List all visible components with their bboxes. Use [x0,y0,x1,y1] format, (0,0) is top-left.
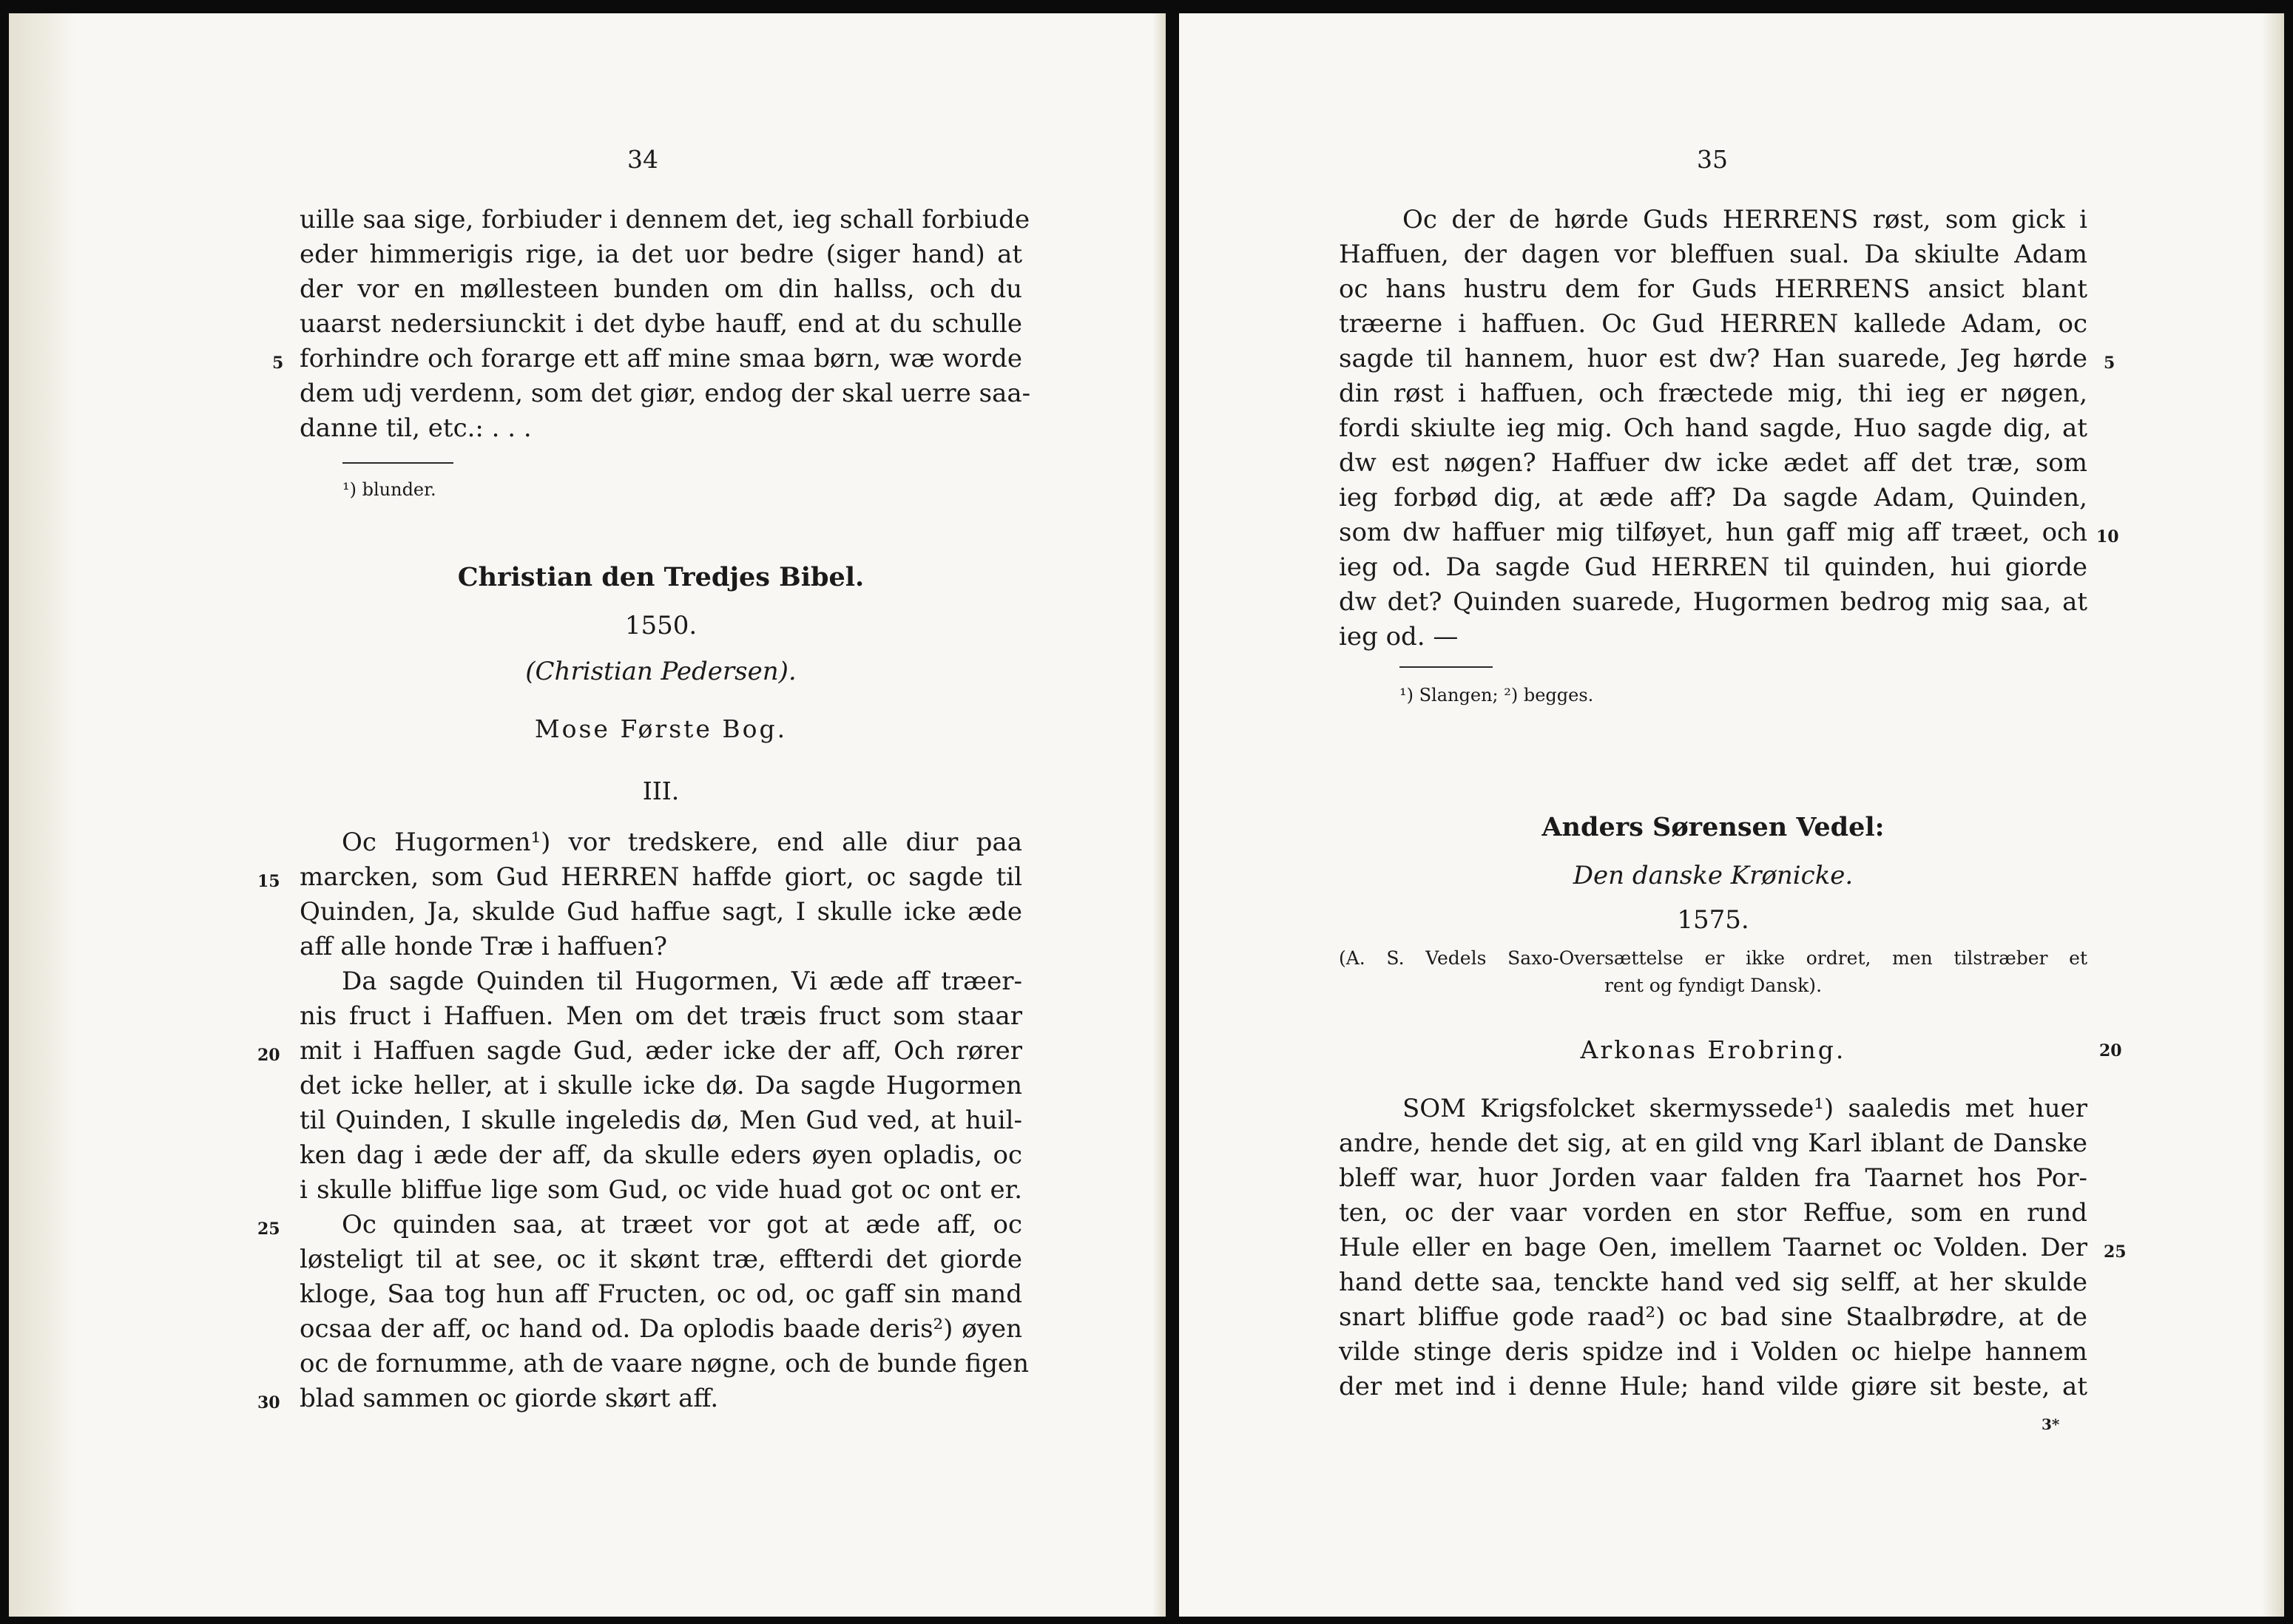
text-line: kloge, Saa tog hun aff Fructen, oc od, oc gaff sin mand [300,1279,1022,1309]
text-line: hand dette saa, tenckte hand ved sig selff, at her skulde [1339,1268,2087,1297]
text-line: dw det? Quinden suarede, Hugormen bedrog mig saa, at [1339,587,2087,617]
text-line: aff alle honde Træ i haffuen? [300,932,667,961]
text-line: det icke heller, at i skulle icke dø. Da sagde Hugormen [300,1071,1022,1100]
text-line: bleff war, huor Jorden vaar falden fra Taarnet hos Por- [1339,1163,2087,1193]
book-gutter [9,13,75,1617]
text-line: oc de fornumme, ath de vaare nøgne, och de bunde figen [300,1349,1029,1378]
text-line: Da sagde Quinden til Hugormen, Vi æde aff træer- [342,967,1022,996]
text-line: som dw haffuer mig tilføyet, hun gaff mig aff træet, och [1339,518,2087,547]
text-line: danne til, etc.: . . . [300,413,532,443]
line-number: 5 [2104,353,2115,373]
text-line: træerne i haffuen. Oc Gud HERREN kallede Adam, oc [1339,309,2087,339]
line-number: 20 [2099,1041,2122,1060]
text-line: ten, oc der vaar vorden en stor Reffue, som en rund [1339,1198,2087,1228]
line-number: 20 [257,1046,280,1065]
subsection-title: Arkonas Erobring. [1580,1035,1846,1064]
text-line: Hule eller en bage Oen, imellem Taarnet oc Volden. Der [1339,1233,2087,1262]
page-edge [1152,13,1166,1617]
text-line: ieg od. Da sagde Gud HERREN til quinden, hui giorde [1339,552,2087,582]
line-number: 25 [2104,1242,2127,1262]
section-title: Anders Sørensen Vedel: [1541,812,1885,842]
text-line: forhindre och forarge ett aff mine smaa børn, wæ worde [300,344,1022,373]
line-number: 25 [257,1219,280,1239]
right-page [1179,13,2284,1617]
text-line: ocsaa der aff, oc hand od. Da oplodis baade deris²) øyen [300,1314,1022,1344]
text-line: ieg forbød dig, at æde aff? Da sagde Adam, Quinden, [1339,483,2087,512]
text-line: Oc quinden saa, at træet vor got at æde aff, oc [342,1210,1022,1239]
line-number: 30 [257,1393,280,1412]
text-line: blad sammen oc giorde skørt aff. [300,1384,719,1413]
text-line: i skulle bliffue lige som Gud, oc vide huad got oc ont er. [300,1175,1022,1205]
text-line: Oc der de hørde Guds HERRENS røst, som gick i [1402,205,2087,234]
signature-mark: 3* [2042,1415,2060,1433]
line-number: 5 [272,353,284,373]
text-line: andre, hende det sig, at en gild vng Karl iblant de Danske [1339,1129,2087,1158]
page-edge [2262,13,2284,1617]
footnote: ¹) Slangen; ²) begges. [1399,685,1594,706]
section-year: 1550. [624,611,698,640]
text-line: løsteligt til at see, oc it skønt træ, effterdi det giorde [300,1245,1022,1274]
text-line: mit i Haffuen sagde Gud, æder icke der aff, Och rører [300,1036,1022,1066]
text-line: dem udj verdenn, som det giør, endog der skal uerre saa- [300,379,1031,408]
footnote-rule [342,462,453,464]
page-number: 34 [627,145,658,174]
section-author: (Christian Pedersen). [525,657,797,686]
text-line: Oc Hugormen¹) vor tredskere, end alle diur paa [342,828,1022,857]
line-number: 15 [257,872,280,891]
note-line: rent og fyndigt Dansk). [1604,975,1823,996]
chapter-number: III. [642,777,680,805]
book-title: Mose Første Bog. [534,714,788,743]
text-line: sagde til hannem, huor est dw? Han suarede, Jeg hørde [1339,344,2087,373]
text-line: Haffuen, der dagen vor bleffuen sual. Da skiulte Adam [1339,240,2087,269]
text-line: der vor en møllesteen bunden om din hallss, och du [300,274,1022,304]
text-line: marcken, som Gud HERREN haffde giort, oc sagde til [300,862,1022,892]
text-line: vilde stinge deris spidze ind i Volden oc hielpe hannem [1339,1337,2087,1367]
text-line: eder himmerigis rige, ia det uor bedre (siger hand) at [300,240,1022,269]
page-number: 35 [1697,145,1728,174]
text-line: til Quinden, I skulle ingeledis dø, Men Gud ved, at huil- [300,1106,1022,1135]
text-line: Quinden, Ja, skulde Gud haffue sagt, I skulle icke æde [300,897,1022,927]
text-line: ieg od. — [1339,622,1459,652]
text-line: snart bliffue gode raad²) oc bad sine Staalbrødre, at de [1339,1302,2087,1332]
text-line: fordi skiulte ieg mig. Och hand sagde, Huo sagde dig, at [1339,413,2087,443]
text-line: ken dag i æde der aff, da skulle eders øyen opladis, oc [300,1140,1022,1170]
text-line: uille saa sige, forbiuder i dennem det, ieg schall forbiude [300,205,1030,234]
section-title: Christian den Tredjes Bibel. [457,562,865,592]
text-line: SOM Krigsfolcket skermyssede¹) saaledis met huer [1402,1094,2087,1123]
note-line: (A. S. Vedels Saxo-Oversættelse er ikke ordret, men tilstræber et [1339,947,2087,969]
footnote-rule [1399,666,1493,668]
left-page [9,13,1166,1617]
text-line: nis fruct i Haffuen. Men om det træis fruct som staar [300,1001,1022,1031]
line-number: 10 [2096,527,2119,547]
footnote: ¹) blunder. [342,479,436,500]
text-line: der met ind i denne Hule; hand vilde giøre sit beste, at [1339,1372,2087,1401]
section-year: 1575. [1677,905,1749,935]
text-line: uaarst nedersiunckit i det dybe hauff, end at du schulle [300,309,1022,339]
text-line: dw est nøgen? Haffuer dw icke ædet aff det træ, som [1339,448,2087,478]
text-line: din røst i haffuen, och fræctede mig, thi ieg er nøgen, [1339,379,2087,408]
work-title: Den danske Krønicke. [1573,861,1854,890]
text-line: oc hans hustru dem for Guds HERRENS ansict blant [1339,274,2087,304]
